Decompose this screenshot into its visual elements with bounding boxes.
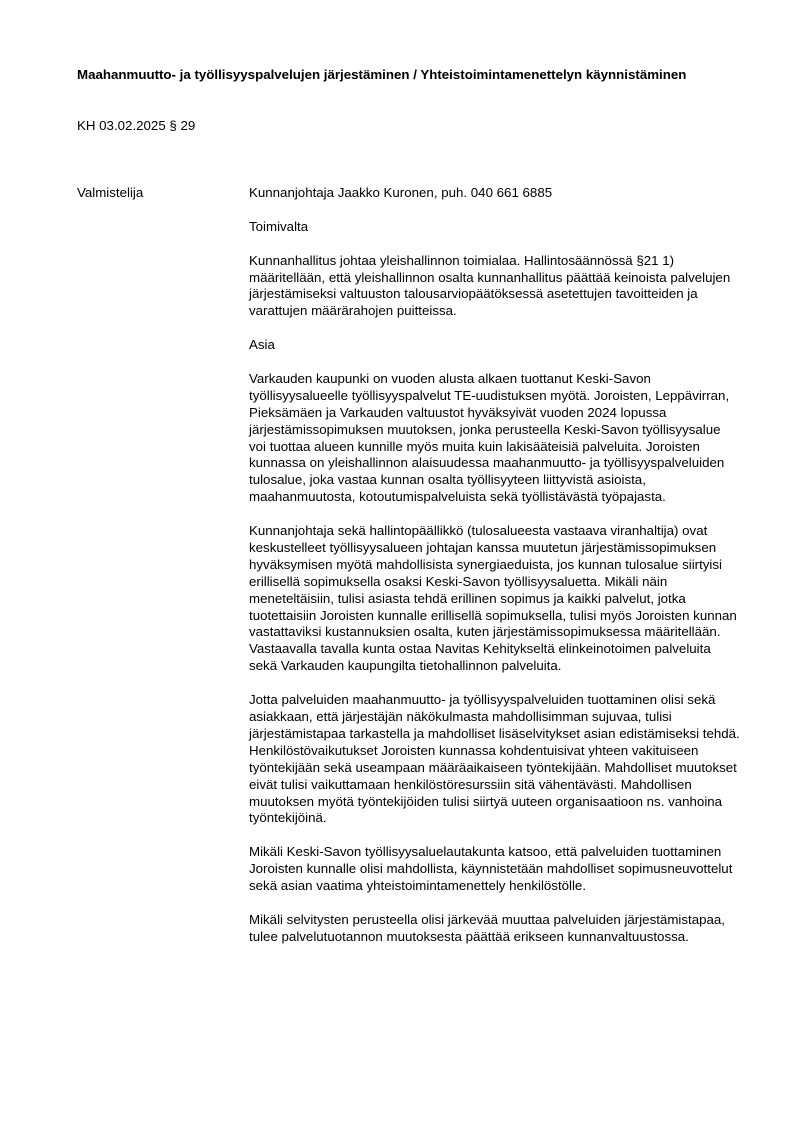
preparer-label: Valmistelija (77, 185, 144, 200)
section-heading-authority: Toimivalta (249, 218, 309, 234)
preparer-contact: Kunnanjohtaja Jaakko Kuronen, puh. 040 661 6885 (249, 185, 553, 200)
document-body (249, 185, 741, 963)
paragraph-decision: Mikäli selvitysten perusteella olisi järkevää muuttaa palveluiden järjestämistapaa, tulee palvelutuotannon muutoksesta päättää erikseen kunnanvaltuustossa. (249, 911, 725, 944)
paragraph-staff-impact: Jotta palveluiden maahanmuutto- ja työllisyyspalveluiden tuottaminen olisi sekä asiakkaan, että järjestäjän näkökulmasta mahdollisimman sujuvaa, tulisi järjestämistapaa tarkastella ja mahdolliset lisäselvitykset asian edistämiseksi tehdä. Henkilöstövaikutukset Joroisten kunnassa kohdentuisivat yhteen vakituiseen työntekijään sekä useampaan määräaikaiseen työntekijään. Mahdolliset muutokset eivät tulisi vaikuttamaan henkilöstöresurssiin sitä vähentävästi. Mahdollisen muutoksen myötä työntekijöiden tulisi siirtyä uuteen organisaatioon ns. vanhoina työntekijöinä. (249, 692, 740, 826)
meeting-reference: KH 03.02.2025 § 29 (77, 118, 196, 133)
paragraph-discussion: Kunnanjohtaja sekä hallintopäällikkö (tulosalueesta vastaava viranhaltija) ovat keskustelleet työllisyysalueen johtajan kanssa muutetun järjestämissopimuksen hyväksymisen myötä mahdollisista synergiaeduista, jos kunnan tulosalue siirtyisi erillisellä sopimuksella osaksi Keski-Savon työllisyysaluetta. Mikäli näin meneteltäisiin, tulisi asiasta tehdä erillinen sopimus ja kaikki palvelut, jotka tuotettaisiin Joroisten kunnalle erillisellä sopimuksella, tulisi myös Joroisten kunnan vastattaviksi kustannuksien osalta, kuten järjestämissopimuksessa määritellään. Vastaavalla tavalla kunta ostaa Navitas Kehitykseltä elinkeinotoimen palveluita sekä Varkauden kaupungilta tietohallinnon palveluita. (249, 523, 737, 674)
document-title: Maahanmuutto- ja työllisyyspalvelujen järjestäminen / Yhteistoimintamenettelyn käynnistäminen (77, 67, 687, 82)
paragraph-authority: Kunnanhallitus johtaa yleishallinnon toimialaa. Hallintosäännössä §21 1) määritellään, että yleishallinnon osalta kunnanhallitus päättää keinoista palvelujen järjestämiseksi valtuuston talousarviopäätöksessä asetettujen tavoitteiden ja varattujen määrärahojen puitteissa. (249, 252, 731, 319)
paragraph-negotiations: Mikäli Keski-Savon työllisyysaluelautakunta katsoo, että palveluiden tuottaminen Joroisten kunnalle olisi mahdollista, käynnistetään mahdolliset sopimusneuvottelut sekä asian vaatima yhteistoimintamenettely henkilöstölle. (249, 844, 733, 894)
paragraph-background: Varkauden kaupunki on vuoden alusta alkaen tuottanut Keski-Savon työllisyysalueelle työllisyyspalvelut TE-uudistuksen myötä. Joroisten, Leppävirran, Pieksämäen ja Varkauden valtuustot hyväksyivät vuoden 2024 lopussa järjestämissopimuksen muutoksen, jonka perusteella Keski-Savon työllisyysalue voi tuottaa alueen kunnille myös muita kuin lakisääteisiä palveluita. Joroisten kunnassa on yleishallinnon alaisuudessa maahanmuutto- ja työllisyyspalveluiden tulosalue, joka vastaa kunnan osalta työllisyyteen liittyvistä asioista, maahanmuutosta, kotoutumispalveluista sekä työllistävästä työpajasta. (249, 370, 730, 505)
section-heading-matter: Asia (249, 337, 275, 353)
